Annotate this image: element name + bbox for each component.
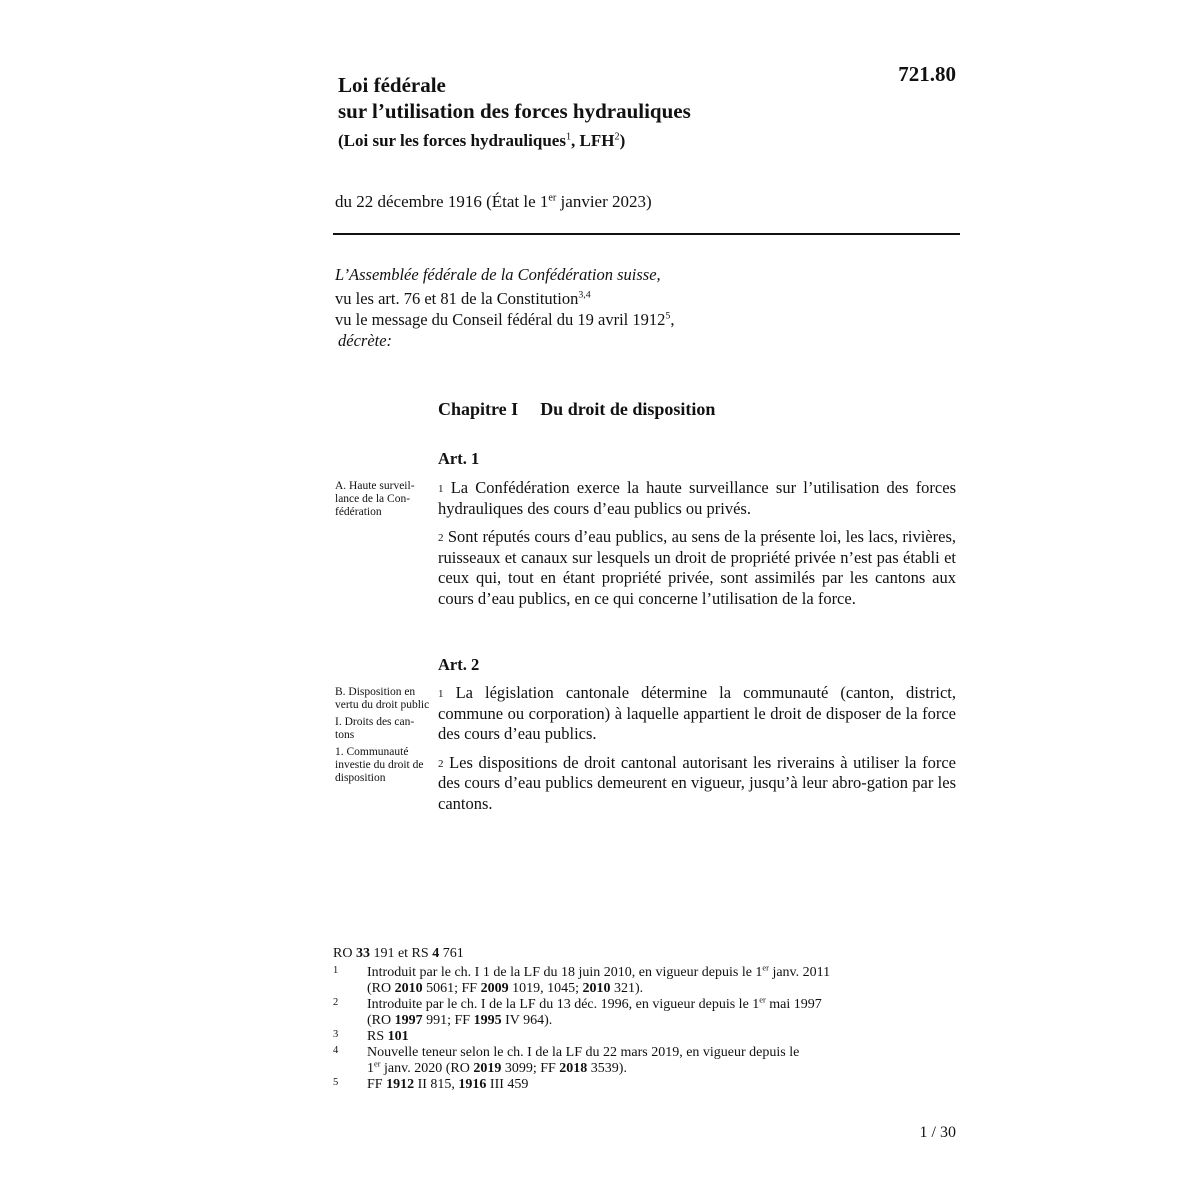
paragraph: $^2$ Sont réputés cours d’eau publics, au sens de la présente loi, les lacs, rivières, ruisseaux et canaux sur lesquels un droit de propriété privée n’est pas établi et ceux qui, tout en étant propriété privée, sont assimilés par les cantons aux cours d’eau publics, en ce qui concerne l’utilisation de la force. <box>438 527 956 608</box>
title-line-2: sur l’utilisation des forces hydrauliques <box>338 99 691 123</box>
article-2-margin-notes <box>335 686 431 789</box>
paragraph: $^1$ La législation cantonale détermine la communauté (canton, district, commune ou corporation) à laquelle appartient le droit de disposer de la force des cours d’eau publics. <box>438 683 956 743</box>
preamble <box>335 264 955 351</box>
footnote-ref-1[interactable]: 1 <box>565 131 572 143</box>
title-line-1: Loi fédérale <box>338 73 446 97</box>
constitution-line: vu les art. 76 et 81 de la Constitution$^{3,4}$ <box>335 289 591 308</box>
document-number: 721.80 <box>898 62 956 86</box>
article-1-title: Art. 1 <box>438 449 480 468</box>
date-status: du 22 décembre 1916 (État le 1er janvier 2023) <box>335 192 652 211</box>
paragraph: $^1$ La Confédération exerce la haute surveillance sur l’utilisation des forces hydrauliques des cours d’eau publics ou privés. <box>438 478 956 518</box>
footnote-ref-2[interactable]: 2 <box>614 131 620 143</box>
footnote-item: 2 Introduite par le ch. I de la LF du 13 déc. 1996, en vigueur depuis le 1er mai 1997 (RO 1997 991; FF 1995 IV 964). <box>333 995 822 1028</box>
footnote-item: 3 RS 101 <box>333 1029 409 1044</box>
footnote-ref-3-4[interactable]: 3,4 <box>578 289 591 301</box>
document-title <box>338 72 858 152</box>
article-1-body <box>438 478 956 617</box>
header-divider <box>333 233 960 235</box>
footnotes <box>333 946 953 1093</box>
footnote-item: 1 Introduit par le ch. I 1 de la LF du 18 juin 2010, en vigueur depuis le 1er janv. 2011 (RO 2010 5061; FF 2009 1019, 1045; 2010 321). <box>333 963 831 996</box>
article-2-body <box>438 683 956 822</box>
message-line: vu le message du Conseil fédéral du 19 avril 1912$^5$, <box>335 310 675 329</box>
article-2-title: Art. 2 <box>438 655 480 674</box>
source-reference: RO 33 191 et RS 4 761 <box>333 946 464 961</box>
footnote-ref-5[interactable]: 5 <box>665 310 671 322</box>
chapter-heading: Chapitre I Du droit de disposition <box>438 399 716 419</box>
paragraph: $^2$ Les dispositions de droit cantonal autorisant les riverains à utiliser la force des cours d’eau publics demeurent en vigueur, jusqu’à leur abro-gation par les cantons. <box>438 752 956 813</box>
margin-note: 1. Communauté investie du droit de disposition <box>335 746 424 784</box>
footnote-item: 5 FF 1912 II 815, 1916 III 459 <box>333 1077 529 1092</box>
article-1-margin-note <box>335 480 431 523</box>
assembly-line: L’Assemblée fédérale de la Confédération suisse, <box>335 265 661 284</box>
page-number: 1 / 30 <box>919 1124 956 1141</box>
margin-note: A. Haute surveil-lance de la Con-fédération <box>335 480 415 518</box>
margin-note: B. Disposition en vertu du droit public <box>335 686 430 711</box>
margin-note: I. Droits des can-tons <box>335 716 415 741</box>
decree-line: décrète: <box>338 331 393 350</box>
short-title: (Loi sur les forces hydrauliques$^1$, LFH$^2$) <box>338 131 626 150</box>
footnote-item: 4 Nouvelle teneur selon le ch. I de la LF du 22 mars 2019, en vigueur depuis le 1er janv. 2020 (RO 2019 3099; FF 2018 3539). <box>333 1045 800 1076</box>
